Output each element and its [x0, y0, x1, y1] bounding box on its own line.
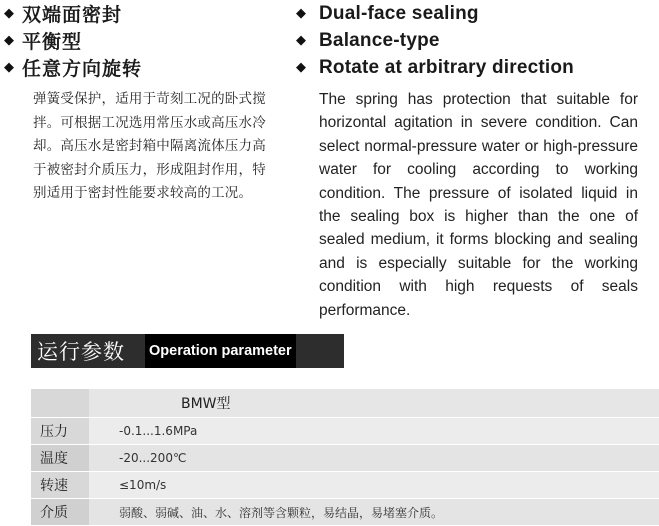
- feature-item: [4, 27, 294, 54]
- param-value: -0.1...1.6MPa: [89, 418, 659, 444]
- description-en: The spring has protection that suitable for horizontal agitation in severe condition. Can select normal-pressure water or high-pressure water for cooling according to working condition. The pressure of isolated liquid in the sealing box is higher than the one of sealed medium, it forms blocking and sealing and is especially suitable for the working condition with high requests of seals performance.: [319, 91, 638, 319]
- features-list-cn: [4, 0, 294, 81]
- table-row: [31, 499, 659, 526]
- feature-text-en: Balance-type: [319, 29, 440, 51]
- model-name: BMW型: [89, 389, 659, 417]
- feature-item: [296, 0, 656, 27]
- features-list-en: [296, 0, 656, 81]
- operation-parameter-header: [31, 334, 344, 368]
- diamond-icon: ◆: [296, 6, 306, 21]
- param-value: 弱酸、弱碱、油、水、溶剂等含颗粒，易结晶，易堵塞介质。: [89, 499, 659, 525]
- feature-text-cn: 双端面密封: [22, 4, 123, 26]
- table-row: [31, 445, 659, 472]
- feature-text-cn: 任意方向旋转: [22, 58, 143, 80]
- param-label: 温度: [31, 445, 89, 471]
- feature-item: [4, 54, 294, 81]
- param-value: ≤10m/s: [89, 472, 659, 498]
- feature-text-cn: 平衡型: [22, 31, 83, 53]
- diamond-icon: ◆: [4, 33, 14, 48]
- feature-item: [296, 27, 656, 54]
- feature-item: [4, 0, 294, 27]
- parameter-table: [31, 389, 659, 526]
- feature-text-en: Dual-face sealing: [319, 2, 479, 24]
- diamond-icon: ◆: [296, 60, 306, 75]
- section-title-cn: 运行参数: [37, 340, 125, 364]
- table-row: [31, 418, 659, 445]
- param-label: 介质: [31, 499, 89, 525]
- param-value: -20...200℃: [89, 445, 659, 471]
- feature-text-en: Rotate at arbitrary direction: [319, 56, 574, 78]
- diamond-icon: ◆: [296, 33, 306, 48]
- param-label: 压力: [31, 418, 89, 444]
- section-title-en: Operation parameter: [145, 334, 296, 368]
- table-header-row: [31, 389, 659, 418]
- feature-item: [296, 54, 656, 81]
- param-label: 转速: [31, 472, 89, 498]
- table-header-label: [31, 389, 89, 417]
- diamond-icon: ◆: [4, 60, 14, 75]
- description-cn: 弹簧受保护，适用于苛刻工况的卧式搅拌。可根据工况选用常压水或高压水冷却。高压水是密封箱中隔离流体压力高于被密封介质压力，形成阻封作用，特别适用于密封性能要求较高的工况。: [33, 91, 266, 201]
- diamond-icon: ◆: [4, 6, 14, 21]
- table-row: [31, 472, 659, 499]
